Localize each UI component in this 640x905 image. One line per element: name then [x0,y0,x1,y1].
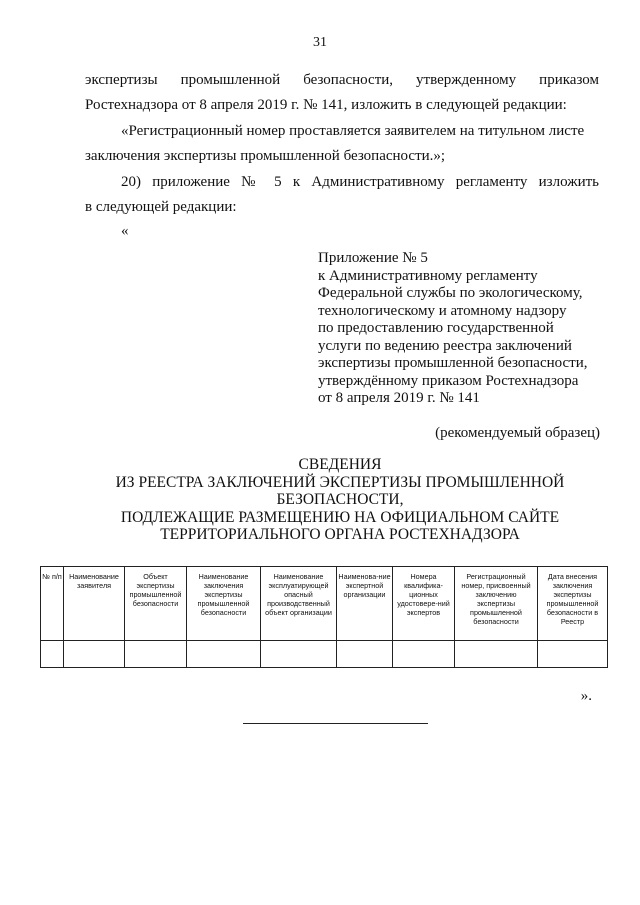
title-line: БЕЗОПАСНОСТИ, [276,491,404,508]
item-word: приложение [152,174,230,190]
sample-note: (рекомендуемый образец) [435,425,600,441]
table-cell [455,641,538,668]
appendix-block [318,250,608,408]
table-cell [261,641,337,668]
separator-line [243,723,428,724]
table-cell [393,641,455,668]
table-cell [41,641,64,668]
table-row [41,641,608,668]
item-word: изложить [538,174,600,190]
column-header: Наименование заявителя [64,567,125,641]
appendix-line: технологическому и атомному надзору [318,302,567,319]
table-header-row [41,567,608,641]
intro-word: утвержденному [416,72,517,88]
page-number: 31 [313,35,327,50]
quote-line-2: заключения экспертизы промышленной безопасности.»; [85,148,446,164]
item-word: № [241,174,263,190]
intro-word: экспертизы [85,72,158,88]
intro-word: промышленной [180,72,281,88]
intro-word: приказом [539,72,599,88]
item-word: к [292,174,301,190]
table-cell [538,641,608,668]
column-header: Дата внесения заключения экспертизы промышленной безопасности в Реестр [538,567,608,641]
table-cell [125,641,187,668]
item-word: 5 [274,174,282,190]
intro-line-2: Ростехнадзора от 8 апреля 2019 г. № 141, изложить в следующей редакции: [85,97,567,113]
open-quote: « [121,223,129,239]
appendix-line: услуги по ведению реестра заключений [318,337,572,354]
column-header: Объект экспертизы промышленной безопасности [125,567,187,641]
item-word: 20) [121,174,141,190]
item-word: регламенту [455,174,528,190]
column-header: Наименование эксплуатирующей опасный производственный объект организации [261,567,337,641]
column-header: Номера квалифика-ционных удостовере-ний экспертов [393,567,455,641]
closing-quote: ». [580,688,592,704]
appendix-line: к Административному регламенту [318,267,538,284]
title-line: СВЕДЕНИЯ [298,456,382,473]
appendix-line: Приложение № 5 [318,250,428,266]
item-20-line-2: в следующей редакции: [85,199,237,215]
table-cell [187,641,261,668]
register-table [40,566,608,668]
table-cell [64,641,125,668]
column-header: Наименование заключения экспертизы промышленной безопасности [187,567,261,641]
column-header: № п/п [41,567,64,641]
document-title [60,456,620,544]
title-line: ПОДЛЕЖАЩИЕ РАЗМЕЩЕНИЮ НА ОФИЦИАЛЬНОМ САЙТЕ [120,508,560,526]
column-header: Регистрационный номер, присвоенный заключению экспертизы промышленной безопасности [455,567,538,641]
intro-line-1 [85,71,599,90]
title-line: ТЕРРИТОРИАЛЬНОГО ОРГАНА РОСТЕХНАДЗОРА [160,526,520,543]
appendix-line: по предоставлению государственной [318,320,554,336]
item-word: Административному [311,174,445,190]
column-header: Наименова-ние экспертной организации [337,567,393,641]
title-line: ИЗ РЕЕСТРА ЗАКЛЮЧЕНИЙ ЭКСПЕРТИЗЫ ПРОМЫШЛЕННОЙ [115,473,565,491]
appendix-line: от 8 апреля 2019 г. № 141 [318,390,480,406]
item-20-line-1 [121,173,599,192]
appendix-line: Федеральной службы по экологическому, [318,285,583,301]
appendix-line: утверждённому приказом Ростехнадзора [318,372,579,389]
appendix-line: экспертизы промышленной безопасности, [318,355,588,371]
intro-word: безопасности, [303,72,394,88]
table-cell [337,641,393,668]
quote-line-1: «Регистрационный номер проставляется заявителем на титульном листе [121,123,585,139]
